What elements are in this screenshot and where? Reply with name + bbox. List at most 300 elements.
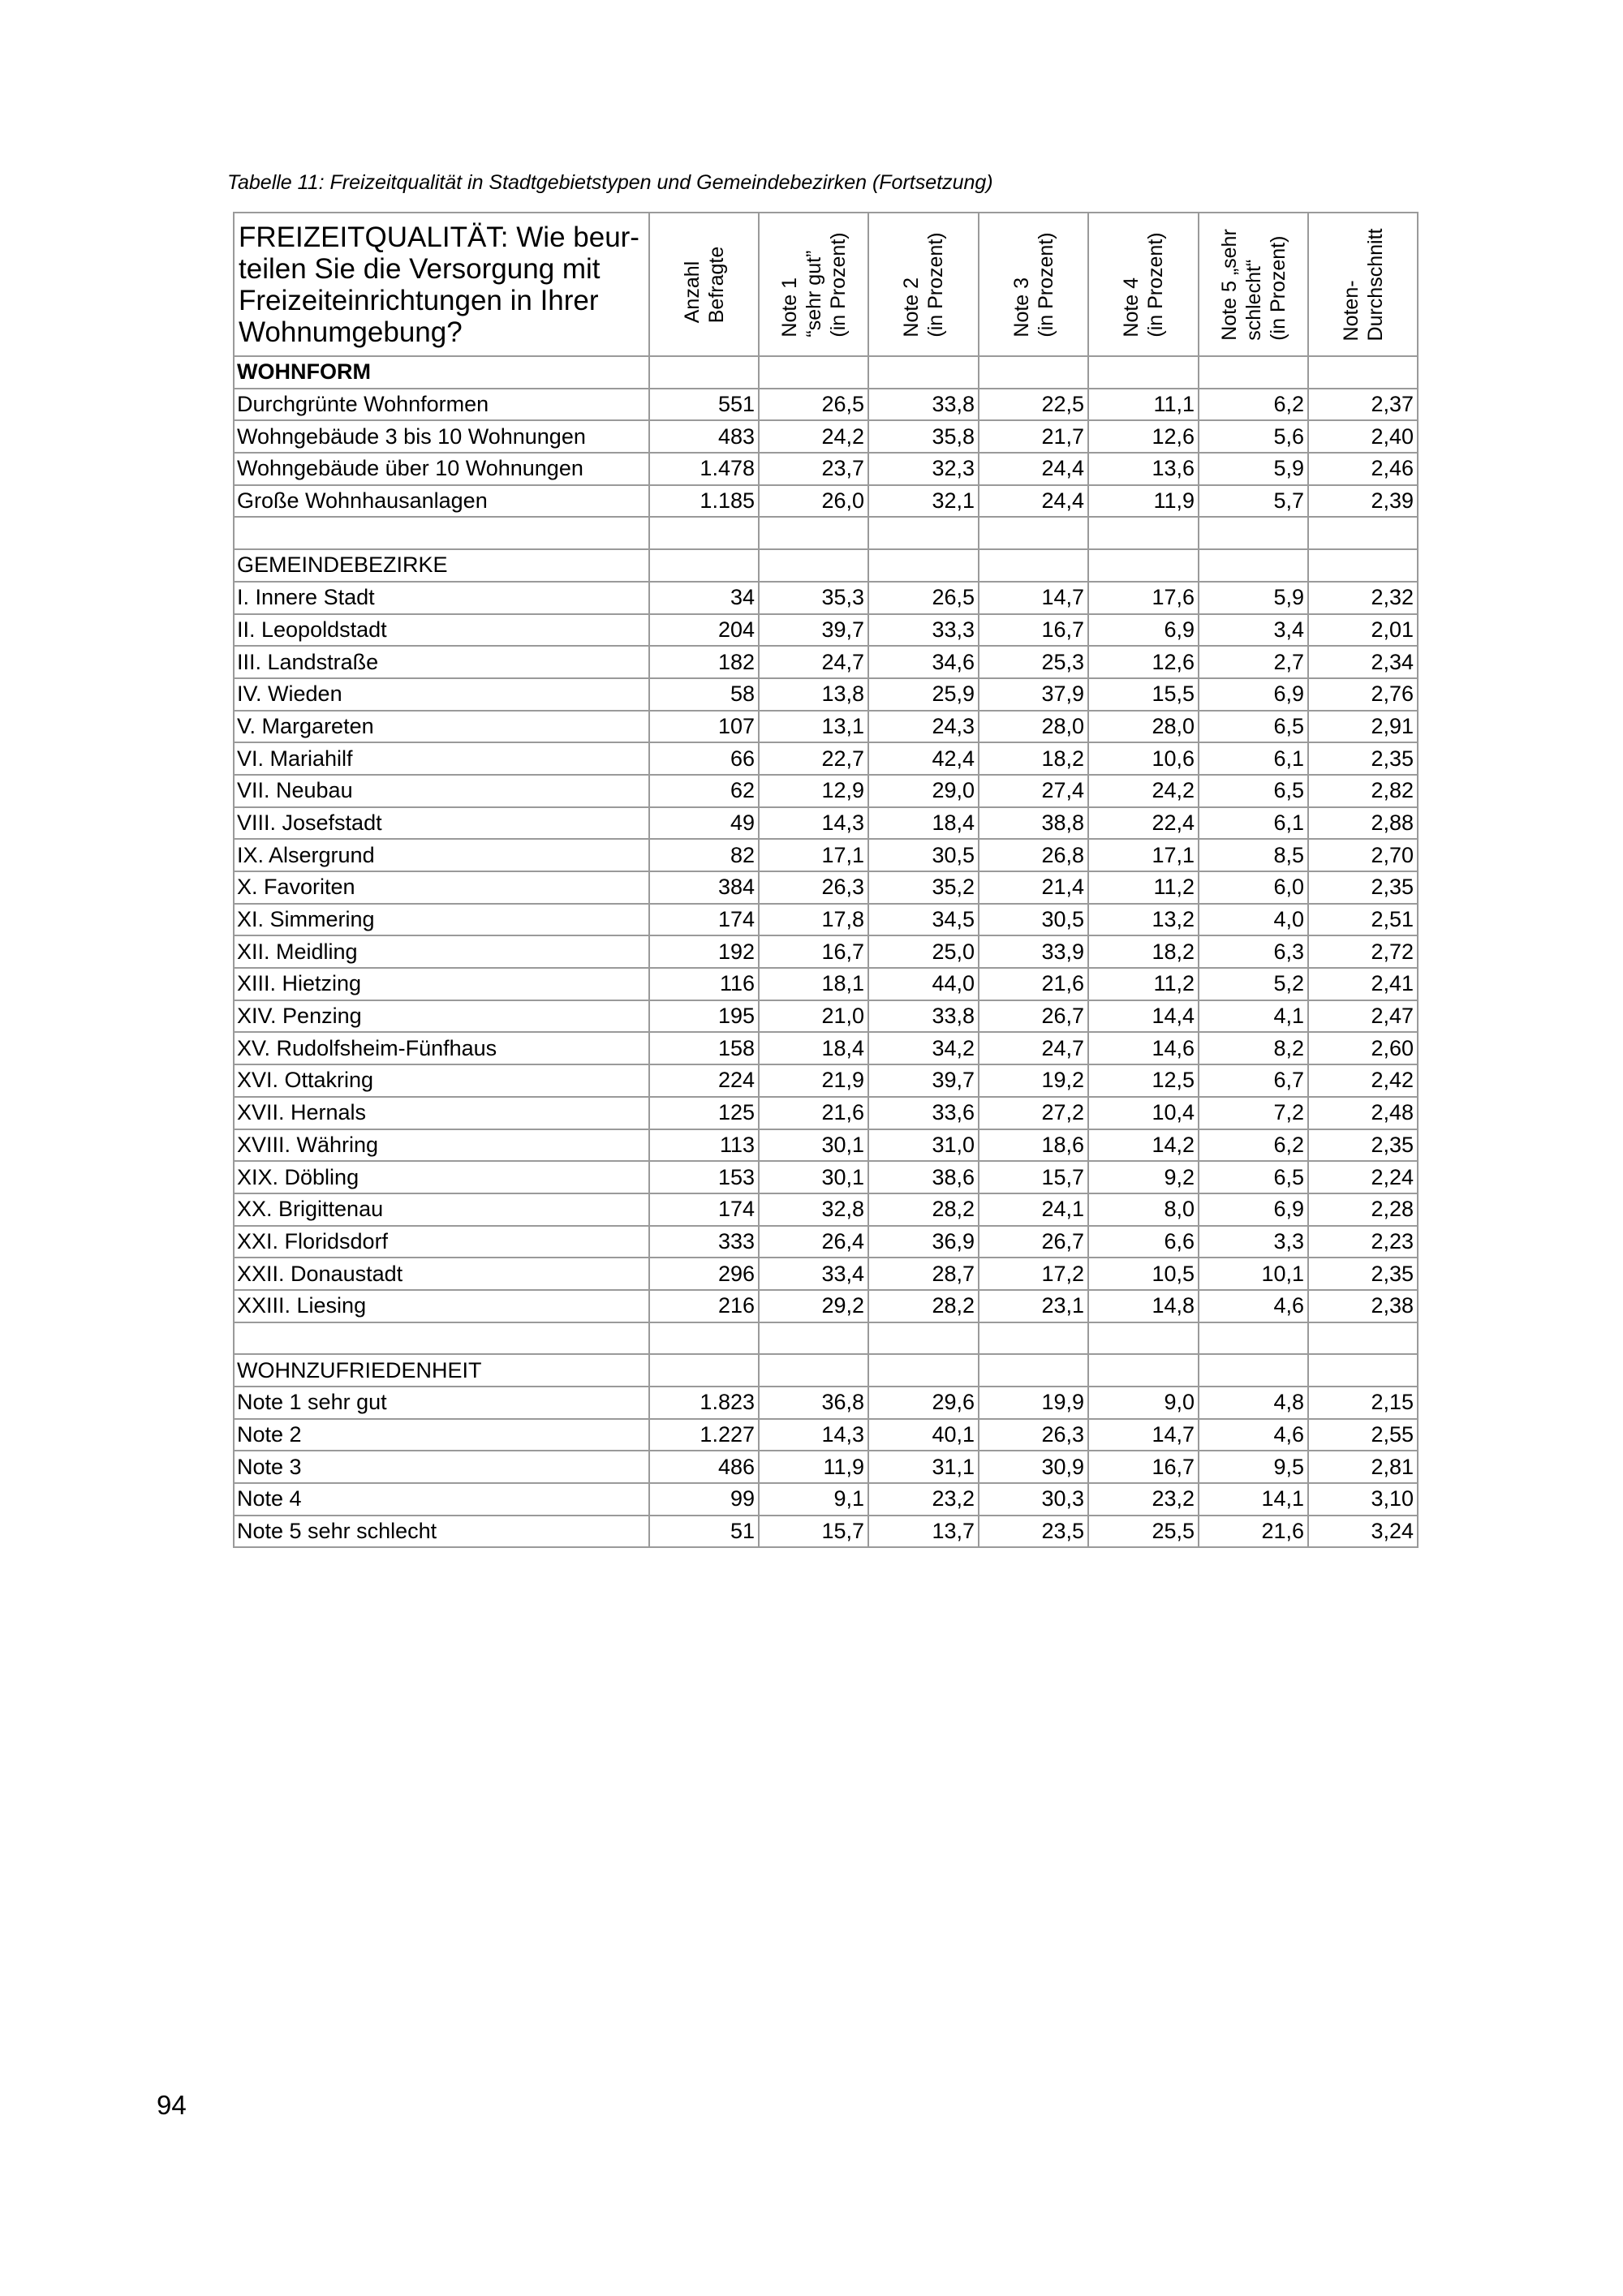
value-cell: 30,1 bbox=[759, 1129, 868, 1162]
value-cell: 26,8 bbox=[979, 839, 1088, 871]
value-cell: 30,3 bbox=[979, 1483, 1088, 1516]
value-cell: 4,6 bbox=[1199, 1419, 1308, 1451]
value-cell: 18,4 bbox=[759, 1032, 868, 1064]
value-cell: 21,6 bbox=[1199, 1516, 1308, 1548]
value-cell: 34,6 bbox=[868, 646, 979, 678]
empty-cell bbox=[759, 356, 868, 389]
table-row bbox=[234, 420, 1418, 453]
value-cell: 26,3 bbox=[979, 1419, 1088, 1451]
table-row bbox=[234, 614, 1418, 647]
value-cell: 13,8 bbox=[759, 678, 868, 711]
value-cell: 22,5 bbox=[979, 389, 1088, 421]
value-cell: 32,1 bbox=[868, 485, 979, 518]
value-cell: 12,6 bbox=[1088, 646, 1199, 678]
empty-cell bbox=[868, 549, 979, 582]
value-cell: 10,5 bbox=[1088, 1258, 1199, 1290]
value-cell: 6,5 bbox=[1199, 1161, 1308, 1193]
value-cell: 4,6 bbox=[1199, 1290, 1308, 1322]
value-cell: 2,35 bbox=[1308, 742, 1418, 775]
value-cell: 2,70 bbox=[1308, 839, 1418, 871]
empty-cell bbox=[1308, 356, 1418, 389]
value-cell: 19,9 bbox=[979, 1387, 1088, 1419]
row-label: XXIII. Liesing bbox=[234, 1290, 649, 1322]
value-cell: 12,5 bbox=[1088, 1064, 1199, 1097]
value-cell: 16,7 bbox=[979, 614, 1088, 647]
column-header bbox=[1088, 213, 1199, 356]
value-cell: 28,2 bbox=[868, 1193, 979, 1226]
value-cell: 11,9 bbox=[759, 1451, 868, 1483]
value-cell: 21,7 bbox=[979, 420, 1088, 453]
value-cell: 24,2 bbox=[1088, 775, 1199, 807]
column-header bbox=[1199, 213, 1308, 356]
empty-cell bbox=[649, 356, 759, 389]
value-cell: 32,8 bbox=[759, 1193, 868, 1226]
value-cell: 5,6 bbox=[1199, 420, 1308, 453]
value-cell: 21,6 bbox=[979, 968, 1088, 1000]
value-cell: 19,2 bbox=[979, 1064, 1088, 1097]
value-cell: 158 bbox=[649, 1032, 759, 1064]
value-cell: 33,9 bbox=[979, 935, 1088, 968]
value-cell: 486 bbox=[649, 1451, 759, 1483]
value-cell: 2,41 bbox=[1308, 968, 1418, 1000]
value-cell: 1.478 bbox=[649, 453, 759, 485]
value-cell: 483 bbox=[649, 420, 759, 453]
value-cell: 24,4 bbox=[979, 453, 1088, 485]
value-cell: 24,4 bbox=[979, 485, 1088, 518]
question-line: Wohnumgebung? bbox=[239, 316, 463, 348]
empty-cell bbox=[868, 1354, 979, 1387]
value-cell: 33,6 bbox=[868, 1097, 979, 1129]
value-cell: 14,4 bbox=[1088, 1000, 1199, 1033]
table-row bbox=[234, 1290, 1418, 1322]
value-cell: 195 bbox=[649, 1000, 759, 1033]
value-cell: 192 bbox=[649, 935, 759, 968]
value-cell: 17,6 bbox=[1088, 582, 1199, 614]
empty-cell bbox=[1308, 517, 1418, 549]
section-heading-row bbox=[234, 356, 1418, 389]
value-cell: 2,88 bbox=[1308, 807, 1418, 840]
empty-cell bbox=[759, 517, 868, 549]
empty-cell bbox=[1308, 1354, 1418, 1387]
value-cell: 42,4 bbox=[868, 742, 979, 775]
table-row bbox=[234, 485, 1418, 518]
table-row bbox=[234, 968, 1418, 1000]
value-cell: 14,8 bbox=[1088, 1290, 1199, 1322]
table-row bbox=[234, 678, 1418, 711]
value-cell: 22,4 bbox=[1088, 807, 1199, 840]
value-cell: 30,1 bbox=[759, 1161, 868, 1193]
value-cell: 39,7 bbox=[759, 614, 868, 647]
value-cell: 33,4 bbox=[759, 1258, 868, 1290]
value-cell: 23,1 bbox=[979, 1290, 1088, 1322]
empty-cell bbox=[649, 549, 759, 582]
row-label: XII. Meidling bbox=[234, 935, 649, 968]
value-cell: 28,7 bbox=[868, 1258, 979, 1290]
column-header-label: Noten- Durchschnitt bbox=[1339, 228, 1387, 341]
row-label: VIII. Josefstadt bbox=[234, 807, 649, 840]
value-cell: 174 bbox=[649, 904, 759, 936]
row-label: II. Leopoldstadt bbox=[234, 614, 649, 647]
table-row bbox=[234, 1419, 1418, 1451]
empty-cell bbox=[1199, 356, 1308, 389]
table-row bbox=[234, 389, 1418, 421]
value-cell: 17,1 bbox=[1088, 839, 1199, 871]
empty-cell bbox=[979, 1322, 1088, 1355]
row-label: XI. Simmering bbox=[234, 904, 649, 936]
empty-cell bbox=[1199, 549, 1308, 582]
table-row bbox=[234, 711, 1418, 743]
section-heading-row bbox=[234, 549, 1418, 582]
value-cell: 6,3 bbox=[1199, 935, 1308, 968]
value-cell: 17,1 bbox=[759, 839, 868, 871]
table-row bbox=[234, 1000, 1418, 1033]
value-cell: 3,10 bbox=[1308, 1483, 1418, 1516]
value-cell: 3,4 bbox=[1199, 614, 1308, 647]
value-cell: 204 bbox=[649, 614, 759, 647]
value-cell: 6,5 bbox=[1199, 711, 1308, 743]
empty-cell bbox=[979, 517, 1088, 549]
value-cell: 2,82 bbox=[1308, 775, 1418, 807]
value-cell: 107 bbox=[649, 711, 759, 743]
empty-cell bbox=[1199, 1354, 1308, 1387]
empty-cell bbox=[649, 1354, 759, 1387]
value-cell: 6,7 bbox=[1199, 1064, 1308, 1097]
value-cell: 551 bbox=[649, 389, 759, 421]
empty-cell bbox=[234, 1322, 649, 1355]
row-label: IV. Wieden bbox=[234, 678, 649, 711]
value-cell: 25,0 bbox=[868, 935, 979, 968]
empty-cell bbox=[759, 549, 868, 582]
empty-cell bbox=[979, 1354, 1088, 1387]
value-cell: 2,24 bbox=[1308, 1161, 1418, 1193]
value-cell: 2,42 bbox=[1308, 1064, 1418, 1097]
value-cell: 18,4 bbox=[868, 807, 979, 840]
value-cell: 24,3 bbox=[868, 711, 979, 743]
value-cell: 6,2 bbox=[1199, 1129, 1308, 1162]
table-row bbox=[234, 904, 1418, 936]
value-cell: 2,55 bbox=[1308, 1419, 1418, 1451]
table-row bbox=[234, 1129, 1418, 1162]
value-cell: 23,2 bbox=[868, 1483, 979, 1516]
value-cell: 2,37 bbox=[1308, 389, 1418, 421]
table-row bbox=[234, 775, 1418, 807]
value-cell: 17,2 bbox=[979, 1258, 1088, 1290]
value-cell: 6,1 bbox=[1199, 742, 1308, 775]
value-cell: 224 bbox=[649, 1064, 759, 1097]
value-cell: 26,0 bbox=[759, 485, 868, 518]
row-label: VII. Neubau bbox=[234, 775, 649, 807]
value-cell: 49 bbox=[649, 807, 759, 840]
value-cell: 4,8 bbox=[1199, 1387, 1308, 1419]
empty-cell bbox=[1088, 1354, 1199, 1387]
value-cell: 26,7 bbox=[979, 1226, 1088, 1258]
value-cell: 21,4 bbox=[979, 871, 1088, 904]
value-cell: 174 bbox=[649, 1193, 759, 1226]
value-cell: 33,8 bbox=[868, 1000, 979, 1033]
value-cell: 2,35 bbox=[1308, 871, 1418, 904]
value-cell: 9,2 bbox=[1088, 1161, 1199, 1193]
value-cell: 38,8 bbox=[979, 807, 1088, 840]
row-label: Note 1 sehr gut bbox=[234, 1387, 649, 1419]
empty-cell bbox=[759, 1354, 868, 1387]
question-line: FREIZEITQUALITÄT: Wie beur- bbox=[239, 221, 639, 253]
table-row bbox=[234, 1193, 1418, 1226]
row-label: V. Margareten bbox=[234, 711, 649, 743]
value-cell: 23,5 bbox=[979, 1516, 1088, 1548]
value-cell: 23,2 bbox=[1088, 1483, 1199, 1516]
value-cell: 17,8 bbox=[759, 904, 868, 936]
value-cell: 125 bbox=[649, 1097, 759, 1129]
value-cell: 10,1 bbox=[1199, 1258, 1308, 1290]
table-row bbox=[234, 1064, 1418, 1097]
row-label: XXII. Donaustadt bbox=[234, 1258, 649, 1290]
row-label: XIII. Hietzing bbox=[234, 968, 649, 1000]
column-header-label: Note 1 “sehr gut” (in Prozent) bbox=[777, 231, 850, 338]
empty-cell bbox=[1199, 1322, 1308, 1355]
row-label: Wohngebäude 3 bis 10 Wohnungen bbox=[234, 420, 649, 453]
row-label: XX. Brigittenau bbox=[234, 1193, 649, 1226]
row-label: XVII. Hernals bbox=[234, 1097, 649, 1129]
value-cell: 18,2 bbox=[1088, 935, 1199, 968]
value-cell: 2,35 bbox=[1308, 1129, 1418, 1162]
value-cell: 26,4 bbox=[759, 1226, 868, 1258]
empty-cell bbox=[1308, 1322, 1418, 1355]
value-cell: 36,9 bbox=[868, 1226, 979, 1258]
row-label: Wohngebäude über 10 Wohnungen bbox=[234, 453, 649, 485]
value-cell: 8,5 bbox=[1199, 839, 1308, 871]
value-cell: 14,6 bbox=[1088, 1032, 1199, 1064]
value-cell: 21,0 bbox=[759, 1000, 868, 1033]
value-cell: 99 bbox=[649, 1483, 759, 1516]
value-cell: 5,7 bbox=[1199, 485, 1308, 518]
value-cell: 12,6 bbox=[1088, 420, 1199, 453]
table-row bbox=[234, 1097, 1418, 1129]
value-cell: 9,0 bbox=[1088, 1387, 1199, 1419]
value-cell: 16,7 bbox=[1088, 1451, 1199, 1483]
value-cell: 24,7 bbox=[979, 1032, 1088, 1064]
value-cell: 51 bbox=[649, 1516, 759, 1548]
value-cell: 62 bbox=[649, 775, 759, 807]
value-cell: 6,9 bbox=[1088, 614, 1199, 647]
value-cell: 18,6 bbox=[979, 1129, 1088, 1162]
column-header-label: Note 5 „sehr schlecht“ (in Prozent) bbox=[1217, 228, 1289, 341]
empty-cell bbox=[1088, 517, 1199, 549]
value-cell: 25,3 bbox=[979, 646, 1088, 678]
data-table bbox=[233, 212, 1419, 1548]
row-label: XVIII. Währing bbox=[234, 1129, 649, 1162]
value-cell: 66 bbox=[649, 742, 759, 775]
value-cell: 2,46 bbox=[1308, 453, 1418, 485]
table-body bbox=[234, 356, 1418, 1547]
value-cell: 40,1 bbox=[868, 1419, 979, 1451]
row-label: XIX. Döbling bbox=[234, 1161, 649, 1193]
empty-cell bbox=[1088, 1322, 1199, 1355]
header-row bbox=[234, 213, 1418, 356]
row-label: Große Wohnhausanlagen bbox=[234, 485, 649, 518]
value-cell: 27,4 bbox=[979, 775, 1088, 807]
value-cell: 2,91 bbox=[1308, 711, 1418, 743]
value-cell: 2,38 bbox=[1308, 1290, 1418, 1322]
value-cell: 35,8 bbox=[868, 420, 979, 453]
value-cell: 2,60 bbox=[1308, 1032, 1418, 1064]
table-row bbox=[234, 742, 1418, 775]
value-cell: 2,01 bbox=[1308, 614, 1418, 647]
value-cell: 2,39 bbox=[1308, 485, 1418, 518]
value-cell: 3,3 bbox=[1199, 1226, 1308, 1258]
value-cell: 29,0 bbox=[868, 775, 979, 807]
empty-cell bbox=[868, 1322, 979, 1355]
empty-cell bbox=[649, 1322, 759, 1355]
empty-cell bbox=[234, 517, 649, 549]
row-label: Note 3 bbox=[234, 1451, 649, 1483]
value-cell: 6,1 bbox=[1199, 807, 1308, 840]
row-label: III. Landstraße bbox=[234, 646, 649, 678]
empty-cell bbox=[759, 1322, 868, 1355]
row-label: Note 2 bbox=[234, 1419, 649, 1451]
value-cell: 6,6 bbox=[1088, 1226, 1199, 1258]
value-cell: 2,76 bbox=[1308, 678, 1418, 711]
question-header bbox=[234, 213, 649, 356]
empty-cell bbox=[649, 517, 759, 549]
value-cell: 2,72 bbox=[1308, 935, 1418, 968]
table-row bbox=[234, 1161, 1418, 1193]
value-cell: 12,9 bbox=[759, 775, 868, 807]
section-title: WOHNFORM bbox=[234, 356, 649, 389]
value-cell: 14,3 bbox=[759, 1419, 868, 1451]
column-header-label: Anzahl Befragte bbox=[680, 246, 728, 323]
value-cell: 4,0 bbox=[1199, 904, 1308, 936]
row-label: XVI. Ottakring bbox=[234, 1064, 649, 1097]
row-label: Durchgrünte Wohnformen bbox=[234, 389, 649, 421]
value-cell: 14,3 bbox=[759, 807, 868, 840]
empty-cell bbox=[1199, 517, 1308, 549]
column-header-label: Note 3 (in Prozent) bbox=[1010, 231, 1057, 338]
value-cell: 28,0 bbox=[1088, 711, 1199, 743]
column-header bbox=[649, 213, 759, 356]
table-row bbox=[234, 582, 1418, 614]
value-cell: 21,6 bbox=[759, 1097, 868, 1129]
value-cell: 33,3 bbox=[868, 614, 979, 647]
value-cell: 6,9 bbox=[1199, 678, 1308, 711]
value-cell: 5,9 bbox=[1199, 453, 1308, 485]
value-cell: 6,0 bbox=[1199, 871, 1308, 904]
value-cell: 34,5 bbox=[868, 904, 979, 936]
value-cell: 7,2 bbox=[1199, 1097, 1308, 1129]
column-header-label: Note 2 (in Prozent) bbox=[900, 231, 947, 338]
row-label: IX. Alsergrund bbox=[234, 839, 649, 871]
value-cell: 2,7 bbox=[1199, 646, 1308, 678]
value-cell: 26,7 bbox=[979, 1000, 1088, 1033]
value-cell: 11,2 bbox=[1088, 871, 1199, 904]
row-label: XXI. Floridsdorf bbox=[234, 1226, 649, 1258]
value-cell: 13,1 bbox=[759, 711, 868, 743]
column-header bbox=[759, 213, 868, 356]
question-line: Freizeiteinrichtungen in Ihrer bbox=[239, 285, 599, 316]
value-cell: 333 bbox=[649, 1226, 759, 1258]
value-cell: 24,1 bbox=[979, 1193, 1088, 1226]
value-cell: 8,2 bbox=[1199, 1032, 1308, 1064]
value-cell: 11,1 bbox=[1088, 389, 1199, 421]
value-cell: 5,9 bbox=[1199, 582, 1308, 614]
value-cell: 216 bbox=[649, 1290, 759, 1322]
section-title: WOHNZUFRIEDENHEIT bbox=[234, 1354, 649, 1387]
value-cell: 14,7 bbox=[979, 582, 1088, 614]
value-cell: 31,1 bbox=[868, 1451, 979, 1483]
value-cell: 28,2 bbox=[868, 1290, 979, 1322]
value-cell: 34 bbox=[649, 582, 759, 614]
value-cell: 6,2 bbox=[1199, 389, 1308, 421]
value-cell: 113 bbox=[649, 1129, 759, 1162]
empty-cell bbox=[979, 356, 1088, 389]
value-cell: 6,9 bbox=[1199, 1193, 1308, 1226]
value-cell: 2,81 bbox=[1308, 1451, 1418, 1483]
value-cell: 30,5 bbox=[868, 839, 979, 871]
table-row bbox=[234, 646, 1418, 678]
value-cell: 23,7 bbox=[759, 453, 868, 485]
section-heading-row bbox=[234, 1354, 1418, 1387]
value-cell: 36,8 bbox=[759, 1387, 868, 1419]
value-cell: 39,7 bbox=[868, 1064, 979, 1097]
value-cell: 24,2 bbox=[759, 420, 868, 453]
value-cell: 14,7 bbox=[1088, 1419, 1199, 1451]
value-cell: 27,2 bbox=[979, 1097, 1088, 1129]
row-label: VI. Mariahilf bbox=[234, 742, 649, 775]
value-cell: 1.227 bbox=[649, 1419, 759, 1451]
value-cell: 11,9 bbox=[1088, 485, 1199, 518]
value-cell: 26,5 bbox=[868, 582, 979, 614]
value-cell: 153 bbox=[649, 1161, 759, 1193]
value-cell: 25,9 bbox=[868, 678, 979, 711]
value-cell: 3,24 bbox=[1308, 1516, 1418, 1548]
value-cell: 14,1 bbox=[1199, 1483, 1308, 1516]
table-row bbox=[234, 1032, 1418, 1064]
value-cell: 2,15 bbox=[1308, 1387, 1418, 1419]
value-cell: 14,2 bbox=[1088, 1129, 1199, 1162]
value-cell: 9,1 bbox=[759, 1483, 868, 1516]
value-cell: 29,2 bbox=[759, 1290, 868, 1322]
value-cell: 296 bbox=[649, 1258, 759, 1290]
value-cell: 2,23 bbox=[1308, 1226, 1418, 1258]
value-cell: 2,34 bbox=[1308, 646, 1418, 678]
value-cell: 30,9 bbox=[979, 1451, 1088, 1483]
value-cell: 25,5 bbox=[1088, 1516, 1199, 1548]
table-row bbox=[234, 871, 1418, 904]
spacer-row bbox=[234, 1322, 1418, 1355]
value-cell: 26,3 bbox=[759, 871, 868, 904]
value-cell: 35,3 bbox=[759, 582, 868, 614]
table-caption: Tabelle 11: Freizeitqualität in Stadtgebietstypen und Gemeindebezirken (Fortsetzung) bbox=[227, 171, 993, 194]
value-cell: 37,9 bbox=[979, 678, 1088, 711]
table-row bbox=[234, 807, 1418, 840]
value-cell: 33,8 bbox=[868, 389, 979, 421]
value-cell: 5,2 bbox=[1199, 968, 1308, 1000]
value-cell: 6,5 bbox=[1199, 775, 1308, 807]
empty-cell bbox=[1088, 549, 1199, 582]
value-cell: 10,4 bbox=[1088, 1097, 1199, 1129]
row-label: I. Innere Stadt bbox=[234, 582, 649, 614]
value-cell: 2,32 bbox=[1308, 582, 1418, 614]
value-cell: 18,2 bbox=[979, 742, 1088, 775]
column-header bbox=[979, 213, 1088, 356]
value-cell: 15,5 bbox=[1088, 678, 1199, 711]
value-cell: 82 bbox=[649, 839, 759, 871]
value-cell: 1.823 bbox=[649, 1387, 759, 1419]
empty-cell bbox=[1308, 549, 1418, 582]
value-cell: 15,7 bbox=[759, 1516, 868, 1548]
value-cell: 9,5 bbox=[1199, 1451, 1308, 1483]
value-cell: 16,7 bbox=[759, 935, 868, 968]
table-row bbox=[234, 1258, 1418, 1290]
